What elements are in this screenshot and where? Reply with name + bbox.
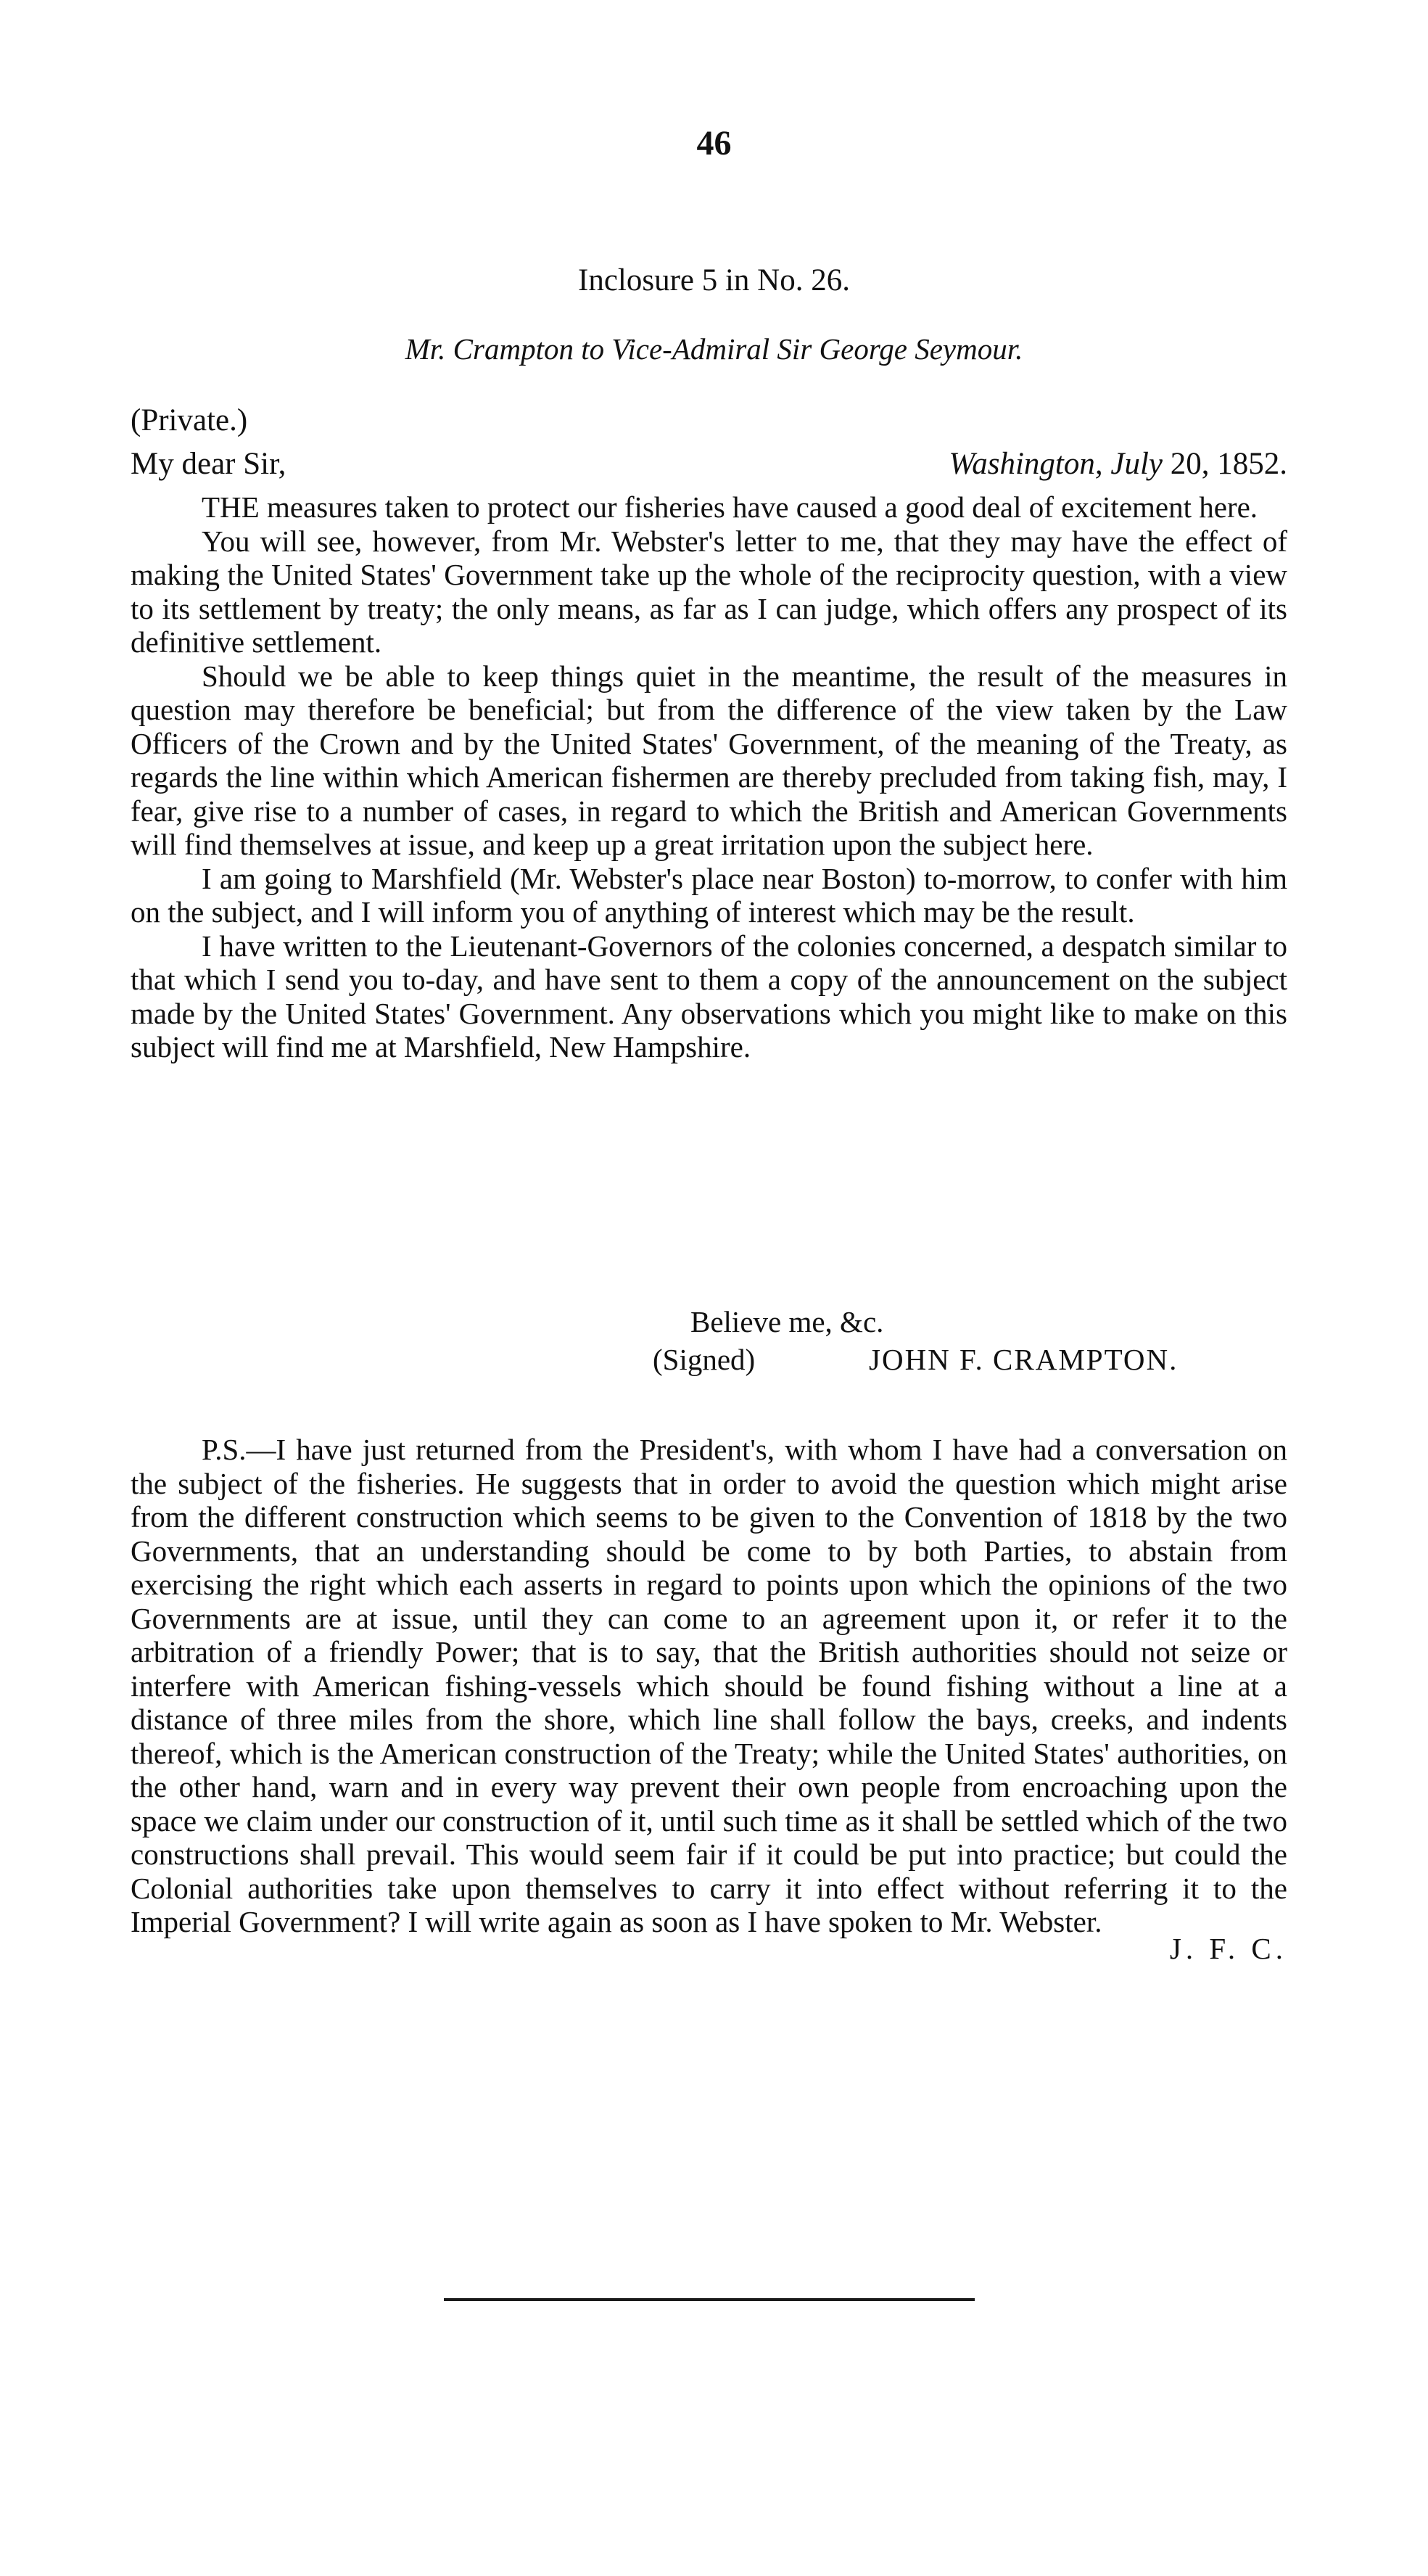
salutation: My dear Sir,	[131, 447, 286, 481]
divider-rule	[444, 2298, 975, 2301]
body-paragraph: You will see, however, from Mr. Webster's letter to me, that they may have the effect of making the United States' Government take up the whole of the reciprocity question, with a view to its settlement by treaty; the only means, as far as I can judge, which offers any prospect of its definitive settlement.	[131, 524, 1287, 659]
letter-body	[131, 490, 1287, 1064]
private-marking: (Private.)	[131, 403, 248, 437]
body-paragraph: I am going to Marshfield (Mr. Webster's place near Boston) to-morrow, to confer with him on the subject, and I will inform you of anything of interest which may be the result.	[131, 861, 1287, 929]
body-paragraph: I have written to the Lieutenant-Governors of the colonies concerned, a despatch similar to that which I send you to-day, and have sent to them a copy of the announcement on the subject made by the United States' Government. Any observations which you might like to make on this subject will find me at Marshfield, New Hampshire.	[131, 929, 1287, 1063]
signer-name: JOHN F. CRAMPTON.	[869, 1343, 1179, 1376]
body-paragraph: THE measures taken to protect our fisheries have caused a good deal of excitement here.	[202, 490, 1258, 524]
dateline	[949, 446, 1287, 482]
page-number: 46	[696, 124, 732, 162]
letter-heading: Mr. Crampton to Vice-Admiral Sir George Seymour.	[405, 332, 1023, 366]
postscript-paragraph: P.S.—I have just returned from the President's, with whom I have had a conversation on the subject of the fisheries. He suggests that in order to avoid the question which might arise from the different construction which seems to be given to the Convention of 1818 by the two Governments, that an understanding should be come to by both Parties, to abstain from exercising the right which each asserts in regard to points upon which the opinions of the two Governments are at issue, until they can come to an agreement upon it, or refer it to the arbitration of a friendly Power; that is to say, that the British authorities should not seize or interfere with American fishing-vessels which should be found fishing without a line at a distance of three miles from the shore, which line shall follow the bays, creeks, and indents thereof, which is the American construction of the Treaty; while the United States' authorities, on the other hand, warn and in every way prevent their own people from encroaching upon the space we claim under our construction of it, until such time as it shall be settled which of the two constructions shall prevail. This would seem fair if it could be put into practice; but could the Colonial authorities take upon themselves to carry it into effect without referring it to the Imperial Government? I will write again as soon as I have spoken to Mr. Webster.	[131, 1433, 1287, 1938]
dateline-year: 20, 1852.	[1170, 447, 1287, 481]
inclosure-title: Inclosure 5 in No. 26.	[578, 263, 850, 297]
initials: J. F. C.	[1169, 1932, 1287, 1965]
body-paragraph: Should we be able to keep things quiet in the meantime, the result of the measures in question may therefore be beneficial; but from the difference of the view taken by the Law Officers of the Crown and by the United States' Government, of the meaning of the Treaty, as regards the line within which American fishermen are thereby precluded from taking fish, may, I fear, give rise to a number of cases, in regard to which the British and American Governments will find themselves at issue, and keep up a great irritation upon the subject here.	[131, 659, 1287, 861]
closing-line: Believe me, &c.	[690, 1305, 884, 1338]
postscript-block	[131, 1433, 1287, 1939]
signature-row	[653, 1342, 1178, 1377]
dateline-place: Washington, July	[949, 447, 1163, 481]
signed-label: (Signed)	[653, 1343, 756, 1376]
